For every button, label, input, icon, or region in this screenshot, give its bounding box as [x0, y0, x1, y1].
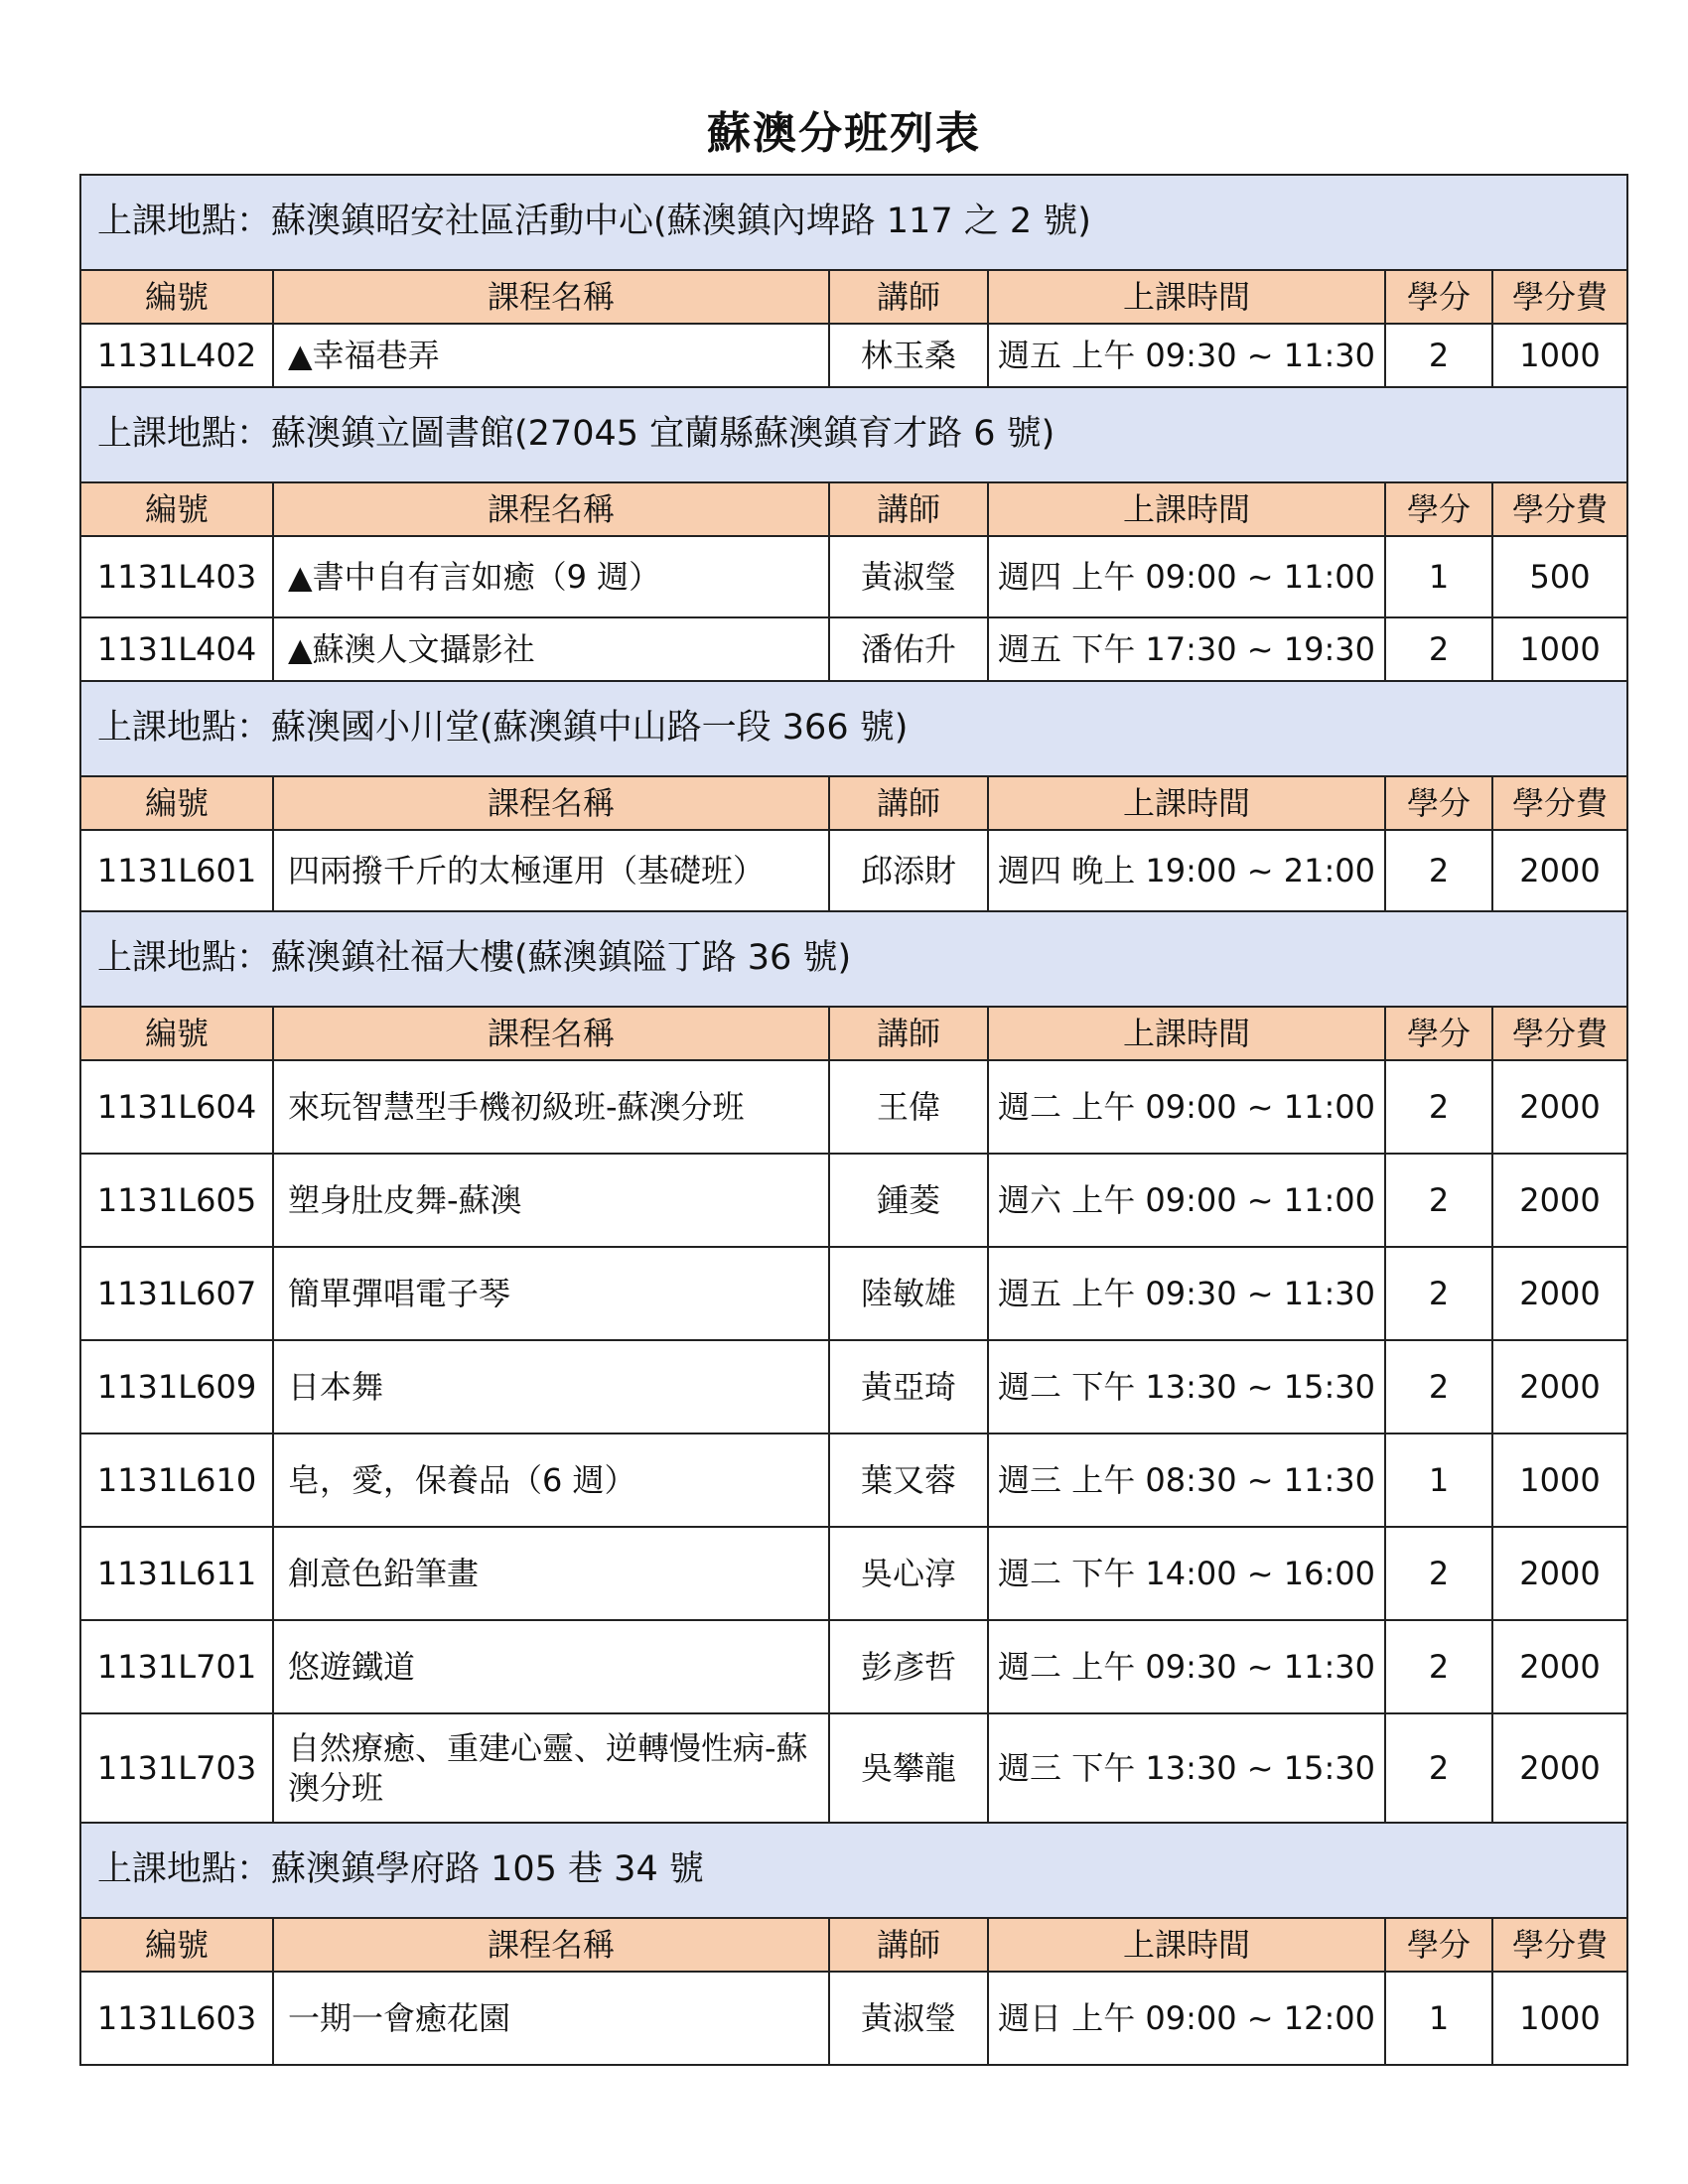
cell-time: 週四 上午 09:00 ~ 11:00: [988, 536, 1385, 617]
header-credit: 學分: [1385, 776, 1492, 830]
cell-teacher: 吳心淳: [829, 1527, 988, 1620]
cell-time: 週三 上午 08:30 ~ 11:30: [988, 1433, 1385, 1527]
cell-time: 週三 下午 13:30 ~ 15:30: [988, 1713, 1385, 1823]
cell-fee: 1000: [1492, 1433, 1627, 1527]
cell-fee: 500: [1492, 536, 1627, 617]
cell-credit: 2: [1385, 1060, 1492, 1154]
header-code: 編號: [80, 1918, 273, 1972]
cell-credit: 2: [1385, 1247, 1492, 1340]
cell-time: 週二 下午 14:00 ~ 16:00: [988, 1527, 1385, 1620]
cell-course-name: 塑身肚皮舞-蘇澳: [273, 1154, 829, 1247]
cell-time: 週二 下午 13:30 ~ 15:30: [988, 1340, 1385, 1433]
cell-time: 週六 上午 09:00 ~ 11:00: [988, 1154, 1385, 1247]
cell-code: 1131L611: [80, 1527, 273, 1620]
header-time: 上課時間: [988, 1918, 1385, 1972]
header-fee: 學分費: [1492, 776, 1627, 830]
cell-code: 1131L604: [80, 1060, 273, 1154]
location-row: [80, 911, 1627, 1007]
table-row: [80, 1527, 1627, 1620]
cell-teacher: 黃淑瑩: [829, 536, 988, 617]
cell-course-name: 創意色鉛筆畫: [273, 1527, 829, 1620]
cell-code: 1131L701: [80, 1620, 273, 1713]
header-credit: 學分: [1385, 1918, 1492, 1972]
cell-time: 週二 上午 09:00 ~ 11:00: [988, 1060, 1385, 1154]
cell-code: 1131L603: [80, 1972, 273, 2065]
header-teacher: 講師: [829, 776, 988, 830]
cell-time: 週五 下午 17:30 ~ 19:30: [988, 617, 1385, 681]
header-course-name: 課程名稱: [273, 1007, 829, 1060]
location-row: [80, 681, 1627, 776]
header-course-name: 課程名稱: [273, 776, 829, 830]
table-row: [80, 830, 1627, 911]
cell-fee: 2000: [1492, 830, 1627, 911]
header-credit: 學分: [1385, 1007, 1492, 1060]
header-fee: 學分費: [1492, 1007, 1627, 1060]
cell-credit: 2: [1385, 1154, 1492, 1247]
cell-fee: 2000: [1492, 1340, 1627, 1433]
cell-code: 1131L404: [80, 617, 273, 681]
cell-course-name: ▲蘇澳人文攝影社: [273, 617, 829, 681]
header-row: [80, 776, 1627, 830]
table-row: [80, 1713, 1627, 1823]
header-teacher: 講師: [829, 482, 988, 536]
page-title: 蘇澳分班列表: [707, 108, 981, 159]
table-row: [80, 1972, 1627, 2065]
location-row: [80, 175, 1627, 270]
cell-fee: 2000: [1492, 1713, 1627, 1823]
cell-credit: 2: [1385, 617, 1492, 681]
cell-teacher: 潘佑升: [829, 617, 988, 681]
cell-time: 週四 晚上 19:00 ~ 21:00: [988, 830, 1385, 911]
cell-teacher: 鍾菱: [829, 1154, 988, 1247]
cell-fee: 2000: [1492, 1247, 1627, 1340]
cell-teacher: 彭彥哲: [829, 1620, 988, 1713]
cell-fee: 2000: [1492, 1060, 1627, 1154]
cell-fee: 1000: [1492, 617, 1627, 681]
cell-credit: 2: [1385, 1340, 1492, 1433]
cell-credit: 1: [1385, 1972, 1492, 2065]
cell-credit: 2: [1385, 324, 1492, 387]
cell-credit: 2: [1385, 1527, 1492, 1620]
cell-credit: 1: [1385, 1433, 1492, 1527]
cell-fee: 2000: [1492, 1620, 1627, 1713]
table-row: [80, 1154, 1627, 1247]
cell-teacher: 林玉桑: [829, 324, 988, 387]
cell-course-name: 悠遊鐵道: [273, 1620, 829, 1713]
cell-teacher: 黃淑瑩: [829, 1972, 988, 2065]
cell-time: 週五 上午 09:30 ~ 11:30: [988, 1247, 1385, 1340]
table-row: [80, 1060, 1627, 1154]
header-row: [80, 1918, 1627, 1972]
header-fee: 學分費: [1492, 270, 1627, 324]
header-time: 上課時間: [988, 482, 1385, 536]
header-course-name: 課程名稱: [273, 482, 829, 536]
header-course-name: 課程名稱: [273, 1918, 829, 1972]
table-row: [80, 324, 1627, 387]
cell-fee: 2000: [1492, 1527, 1627, 1620]
cell-code: 1131L609: [80, 1340, 273, 1433]
header-row: [80, 1007, 1627, 1060]
cell-teacher: 王偉: [829, 1060, 988, 1154]
location-row: [80, 1823, 1627, 1918]
header-time: 上課時間: [988, 270, 1385, 324]
cell-credit: 2: [1385, 1620, 1492, 1713]
header-code: 編號: [80, 1007, 273, 1060]
cell-course-name: 一期一會癒花園: [273, 1972, 829, 2065]
cell-fee: 1000: [1492, 1972, 1627, 2065]
cell-course-name: ▲幸福巷弄: [273, 324, 829, 387]
cell-fee: 1000: [1492, 324, 1627, 387]
cell-time: 週二 上午 09:30 ~ 11:30: [988, 1620, 1385, 1713]
cell-time: 週五 上午 09:30 ~ 11:30: [988, 324, 1385, 387]
cell-course-name: 日本舞: [273, 1340, 829, 1433]
cell-code: 1131L402: [80, 324, 273, 387]
header-credit: 學分: [1385, 270, 1492, 324]
header-teacher: 講師: [829, 270, 988, 324]
cell-code: 1131L607: [80, 1247, 273, 1340]
cell-course-name: 自然療癒、重建心靈、逆轉慢性病-蘇澳分班: [273, 1713, 829, 1823]
location-label: 上課地點：蘇澳國小川堂(蘇澳鎮中山路一段 366 號): [80, 681, 1627, 776]
header-teacher: 講師: [829, 1007, 988, 1060]
header-code: 編號: [80, 482, 273, 536]
location-label: 上課地點：蘇澳鎮社福大樓(蘇澳鎮隘丁路 36 號): [80, 911, 1627, 1007]
cell-course-name: 簡單彈唱電子琴: [273, 1247, 829, 1340]
cell-course-name: ▲書中自有言如癒（9 週）: [273, 536, 829, 617]
header-row: [80, 482, 1627, 536]
header-teacher: 講師: [829, 1918, 988, 1972]
table-row: [80, 536, 1627, 617]
cell-teacher: 葉又蓉: [829, 1433, 988, 1527]
header-fee: 學分費: [1492, 482, 1627, 536]
cell-course-name: 來玩智慧型手機初級班-蘇澳分班: [273, 1060, 829, 1154]
table-row: [80, 1247, 1627, 1340]
table-row: [80, 1620, 1627, 1713]
cell-teacher: 邱添財: [829, 830, 988, 911]
cell-teacher: 陸敏雄: [829, 1247, 988, 1340]
table-row: [80, 617, 1627, 681]
cell-time: 週日 上午 09:00 ~ 12:00: [988, 1972, 1385, 2065]
cell-course-name: 四兩撥千斤的太極運用（基礎班）: [273, 830, 829, 911]
cell-credit: 2: [1385, 830, 1492, 911]
class-schedule-table: [79, 174, 1628, 2066]
cell-code: 1131L605: [80, 1154, 273, 1247]
cell-code: 1131L601: [80, 830, 273, 911]
header-time: 上課時間: [988, 1007, 1385, 1060]
cell-fee: 2000: [1492, 1154, 1627, 1247]
cell-teacher: 黃亞琦: [829, 1340, 988, 1433]
location-label: 上課地點：蘇澳鎮立圖書館(27045 宜蘭縣蘇澳鎮育才路 6 號): [80, 387, 1627, 482]
cell-code: 1131L403: [80, 536, 273, 617]
table-row: [80, 1340, 1627, 1433]
location-row: [80, 387, 1627, 482]
header-course-name: 課程名稱: [273, 270, 829, 324]
location-label: 上課地點：蘇澳鎮昭安社區活動中心(蘇澳鎮內埤路 117 之 2 號): [80, 175, 1627, 270]
cell-credit: 2: [1385, 1713, 1492, 1823]
header-code: 編號: [80, 270, 273, 324]
header-fee: 學分費: [1492, 1918, 1627, 1972]
cell-code: 1131L610: [80, 1433, 273, 1527]
header-credit: 學分: [1385, 482, 1492, 536]
cell-code: 1131L703: [80, 1713, 273, 1823]
header-code: 編號: [80, 776, 273, 830]
location-label: 上課地點：蘇澳鎮學府路 105 巷 34 號: [80, 1823, 1627, 1918]
header-row: [80, 270, 1627, 324]
cell-course-name: 皂，愛，保養品（6 週）: [273, 1433, 829, 1527]
cell-teacher: 吳攀龍: [829, 1713, 988, 1823]
header-time: 上課時間: [988, 776, 1385, 830]
cell-credit: 1: [1385, 536, 1492, 617]
table-row: [80, 1433, 1627, 1527]
